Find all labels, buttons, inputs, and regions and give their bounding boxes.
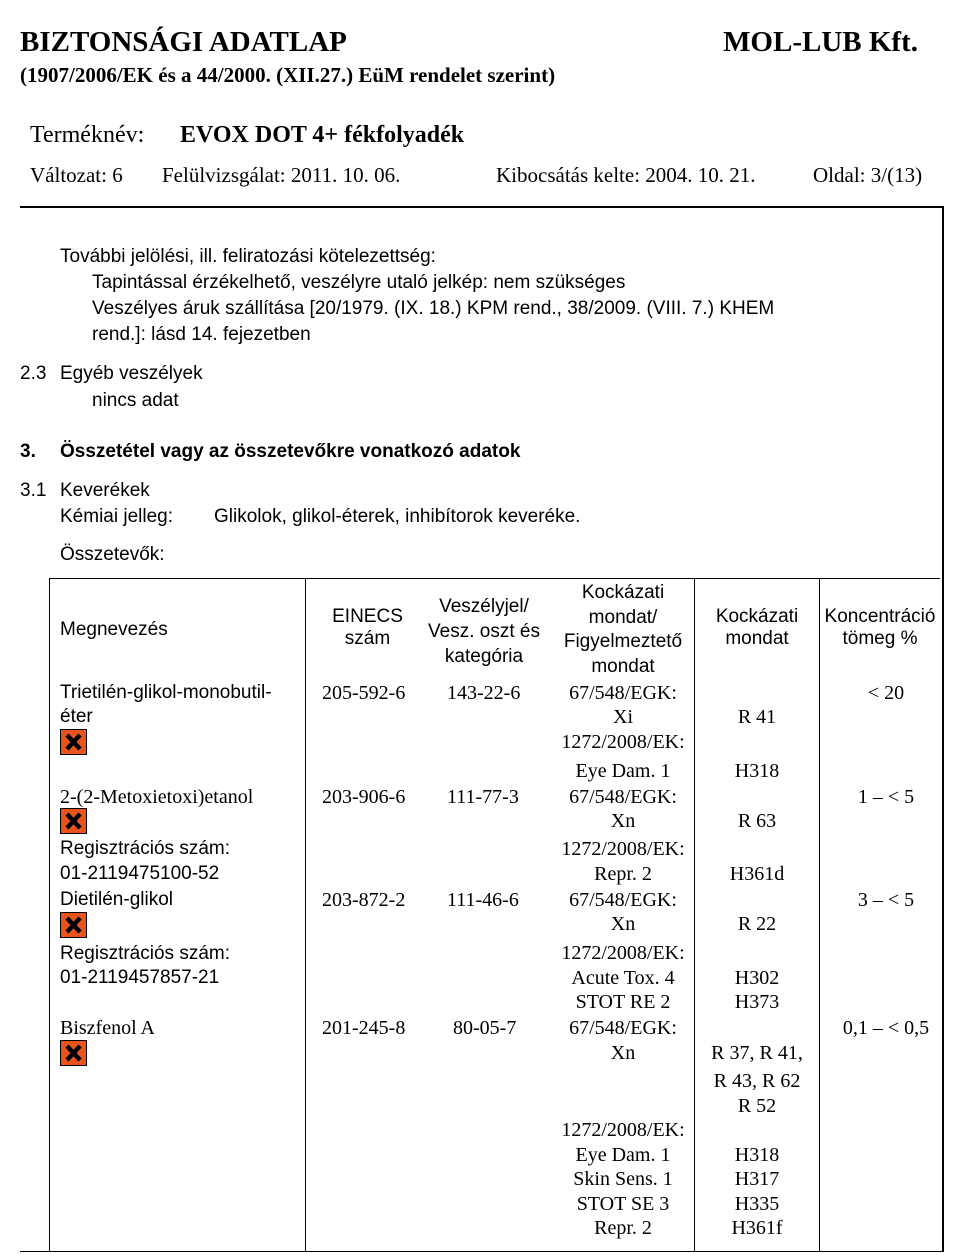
h-phrase: H361f	[731, 1217, 783, 1239]
column-header-concentration	[820, 606, 940, 650]
column-header-risk	[695, 606, 819, 650]
revision-date: Felülvizsgálat: 2011. 10. 06.	[162, 163, 401, 187]
ghs-class: Repr. 2	[594, 1217, 652, 1239]
harmful-cross-icon	[60, 729, 87, 755]
directive-label: 67/548/EGK:	[569, 889, 677, 911]
component-name: 2-(2-Metoxietoxi)etanol	[60, 786, 254, 808]
registration-number: 01-2119475100-52	[60, 863, 220, 884]
section-3-number: 3.	[20, 441, 36, 462]
r-phrase: R 37, R 41,	[711, 1042, 803, 1064]
section-3-title: Összetétel vagy az összetevőkre vonatkozó adatok	[60, 441, 521, 462]
header-line: Veszélyjel/	[439, 596, 529, 617]
header-line: mondat	[591, 655, 655, 677]
component-name: Trietilén-glikol-monobutil-	[60, 682, 272, 703]
labeling-heading: További jelölési, ill. feliratozási kötelezettség:	[60, 246, 436, 267]
ghs-class: Acute Tox. 4	[571, 967, 675, 989]
table-left-border	[49, 578, 50, 1252]
chemical-nature-value: Glikolok, glikol-éterek, inhibítorok keveréke.	[214, 506, 581, 527]
header-line: kategória	[444, 646, 524, 667]
hazard-symbol: Xn	[610, 1042, 636, 1064]
registration-label: Regisztrációs szám:	[60, 838, 230, 859]
header-line: tömeg %	[842, 628, 918, 649]
header-line: EINECS	[332, 606, 403, 627]
section-2-3-value: nincs adat	[92, 390, 179, 411]
regulation-label: 1272/2008/EK:	[561, 731, 685, 753]
regulation-label: 1272/2008/EK:	[561, 942, 685, 964]
einecs-number: 205-592-6	[322, 682, 406, 704]
r-phrase: R 41	[737, 706, 777, 728]
header-line: szám	[344, 628, 391, 649]
concentration: < 20	[867, 682, 905, 704]
hazard-symbol: Xn	[610, 913, 636, 935]
r-phrase: R 22	[737, 913, 777, 935]
page-frame-right	[942, 206, 944, 1252]
r-phrase: R 63	[737, 810, 777, 832]
r-phrase: R 52	[737, 1095, 777, 1117]
product-name: EVOX DOT 4+ fékfolyadék	[180, 122, 465, 148]
component-name: Dietilén-glikol	[60, 889, 173, 910]
column-header-hazard	[420, 594, 548, 669]
document-title: BIZTONSÁGI ADATLAP	[20, 26, 347, 58]
column-header-name: Megnevezés	[60, 619, 168, 640]
table-column-divider	[305, 578, 306, 1252]
einecs-number: 201-245-8	[322, 1017, 406, 1039]
regulation-label: 1272/2008/EK:	[561, 1119, 685, 1141]
component-name-cont: éter	[60, 706, 93, 727]
r-phrase: R 43, R 62	[713, 1070, 801, 1092]
h-phrase: H318	[734, 760, 780, 782]
company-name: MOL-LUB Kft.	[723, 26, 918, 58]
product-label: Terméknév:	[30, 122, 145, 148]
page-frame-bottom	[20, 1251, 944, 1252]
transport-line-2: rend.]: lásd 14. fejezetben	[92, 324, 311, 345]
harmful-cross-icon	[60, 808, 87, 834]
header-divider	[20, 206, 942, 208]
directive-label: 67/548/EGK:	[569, 786, 677, 808]
ghs-class: Skin Sens. 1	[573, 1168, 673, 1190]
cas-number: 143-22-6	[447, 682, 521, 704]
concentration: 3 – < 5	[857, 889, 915, 911]
concentration: 1 – < 5	[857, 786, 915, 808]
chemical-nature-label: Kémiai jelleg:	[60, 506, 173, 527]
tactile-warning: Tapintással érzékelhető, veszélyre utaló jelkép: nem szükséges	[92, 272, 626, 293]
header-line: Kockázati	[715, 606, 799, 627]
regulation-label: 1272/2008/EK:	[561, 838, 685, 860]
header-line: Figyelmeztető	[563, 631, 683, 652]
ghs-class: Eye Dam. 1	[575, 1144, 671, 1166]
cas-number: 111-77-3	[447, 786, 519, 808]
column-header-risk-warning	[552, 581, 694, 679]
h-phrase: H335	[734, 1193, 780, 1215]
directive-label: 67/548/EGK:	[569, 682, 677, 704]
einecs-number: 203-906-6	[322, 786, 406, 808]
section-2-3-title: Egyéb veszélyek	[60, 363, 203, 384]
einecs-number: 203-872-2	[322, 889, 406, 911]
header-line: mondat/	[588, 606, 658, 628]
h-phrase: H361d	[729, 863, 785, 885]
hazard-symbol: Xi	[613, 706, 633, 728]
page-number: Oldal: 3/(13)	[813, 163, 923, 187]
table-top-border	[49, 578, 940, 579]
registration-number: 01-2119457857-21	[60, 967, 220, 988]
ghs-class: STOT RE 2	[575, 991, 671, 1013]
version: Változat: 6	[30, 163, 123, 187]
components-label: Összetevők:	[60, 544, 165, 565]
concentration: 0,1 – < 0,5	[842, 1017, 930, 1039]
header-line: Vesz. oszt és	[428, 621, 540, 642]
harmful-cross-icon	[60, 912, 87, 938]
transport-line-1: Veszélyes áruk szállítása [20/1979. (IX. 18.) KPM rend., 38/2009. (VIII. 7.) KHEM	[92, 298, 775, 319]
hazard-symbol: Xn	[610, 810, 636, 832]
h-phrase: H302	[734, 967, 780, 989]
header-line: mondat	[725, 628, 789, 649]
issue-date: Kibocsátás kelte: 2004. 10. 21.	[496, 163, 756, 187]
column-header-einecs	[305, 606, 430, 650]
ghs-class: Repr. 2	[594, 863, 652, 885]
h-phrase: H318	[734, 1144, 780, 1166]
cas-number: 80-05-7	[453, 1017, 517, 1039]
ghs-class: STOT SE 3	[576, 1193, 670, 1215]
header-line: Kockázati	[581, 582, 665, 603]
h-phrase: H317	[734, 1168, 780, 1190]
header-line: Koncentráció	[824, 606, 936, 627]
harmful-cross-icon	[60, 1040, 87, 1066]
section-2-3-number: 2.3	[20, 363, 47, 384]
h-phrase: H373	[734, 991, 780, 1013]
section-3-1-title: Keverékek	[60, 480, 150, 501]
component-name: Biszfenol A	[60, 1017, 155, 1039]
table-column-divider	[819, 578, 820, 1252]
section-3-1-number: 3.1	[20, 480, 47, 501]
registration-label: Regisztrációs szám:	[60, 943, 230, 964]
directive-label: 67/548/EGK:	[569, 1017, 677, 1039]
ghs-class: Eye Dam. 1	[575, 760, 671, 782]
cas-number: 111-46-6	[447, 889, 519, 911]
regulation-reference: (1907/2006/EK és a 44/2000. (XII.27.) EüM rendelet szerint)	[20, 63, 556, 87]
